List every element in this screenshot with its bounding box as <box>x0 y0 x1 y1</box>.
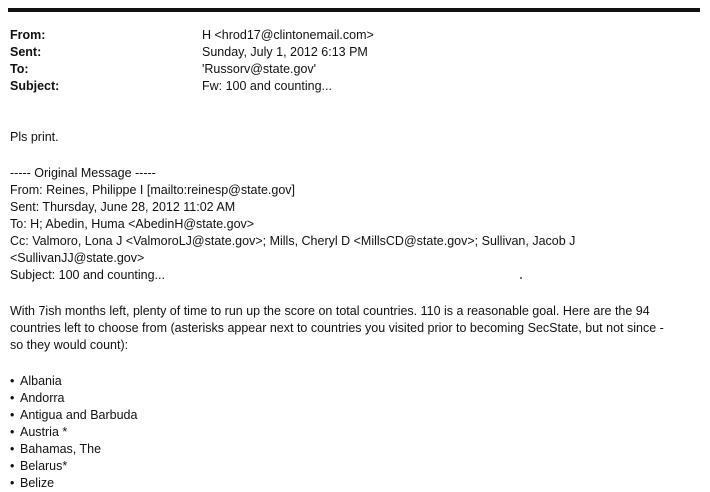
country-name: Andorra <box>20 391 65 405</box>
to-value: 'Russorv@state.gov' <box>202 62 317 76</box>
country-list-item <box>10 458 67 475</box>
sent-value: Sunday, July 1, 2012 6:13 PM <box>202 45 368 59</box>
top-rule <box>8 8 700 12</box>
from-value: H <hrod17@clintonemail.com> <box>202 28 374 42</box>
subject-label: Subject: <box>10 79 60 93</box>
country-list-item <box>10 475 54 492</box>
original-sent: Sent: Thursday, June 28, 2012 11:02 AM <box>10 200 236 214</box>
original-subject: Subject: 100 and counting... <box>10 268 165 282</box>
from-label: From: <box>10 28 46 42</box>
scan-speck <box>520 277 522 279</box>
greeting: Pls print. <box>10 130 59 144</box>
country-list-item <box>10 441 101 458</box>
subject-value: Fw: 100 and counting... <box>202 79 332 93</box>
bullet-icon: • <box>10 374 15 388</box>
bullet-icon: • <box>10 442 15 456</box>
header-sent-row <box>10 43 700 61</box>
original-cc-line1: Cc: Valmoro, Lona J <ValmoroLJ@state.gov>; Mills, Cheryl D <MillsCD@state.gov>; Sullivan, Jacob J <box>10 234 576 248</box>
bullet-icon: • <box>10 391 15 405</box>
paragraph-line-2: countries left to choose from (asterisks appear next to countries you visited prior to becoming SecState, but not since - <box>10 321 664 335</box>
country-list-item <box>10 407 137 424</box>
country-name: Belarus* <box>20 459 68 473</box>
paragraph-line-3: so they would count): <box>10 338 129 352</box>
original-from: From: Reines, Philippe I [mailto:reinesp@state.gov] <box>10 183 296 197</box>
country-name: Bahamas, The <box>20 442 102 456</box>
bullet-icon: • <box>10 408 15 422</box>
original-cc-line2: <SullivanJJ@state.gov> <box>10 251 145 265</box>
to-label: To: <box>10 62 29 76</box>
original-to: To: H; Abedin, Huma <AbedinH@state.gov> <box>10 217 255 231</box>
country-name: Antigua and Barbuda <box>20 408 138 422</box>
paragraph-line-1: With 7ish months left, plenty of time to run up the score on total countries. 110 is a reasonable goal. Here are the 94 <box>10 304 650 318</box>
country-name: Belize <box>20 476 55 490</box>
bullet-icon: • <box>10 425 15 439</box>
sent-label: Sent: <box>10 45 42 59</box>
header-from-row <box>10 26 700 44</box>
country-name: Albania <box>20 374 62 388</box>
country-list-item <box>10 424 67 441</box>
header-to-row <box>10 60 700 78</box>
country-list-item <box>10 373 62 390</box>
country-name: Austria * <box>20 425 68 439</box>
original-message-marker: ----- Original Message ----- <box>10 166 156 180</box>
country-list-item <box>10 390 64 407</box>
bullet-icon: • <box>10 459 15 473</box>
bullet-icon: • <box>10 476 15 490</box>
header-subject-row <box>10 77 700 95</box>
